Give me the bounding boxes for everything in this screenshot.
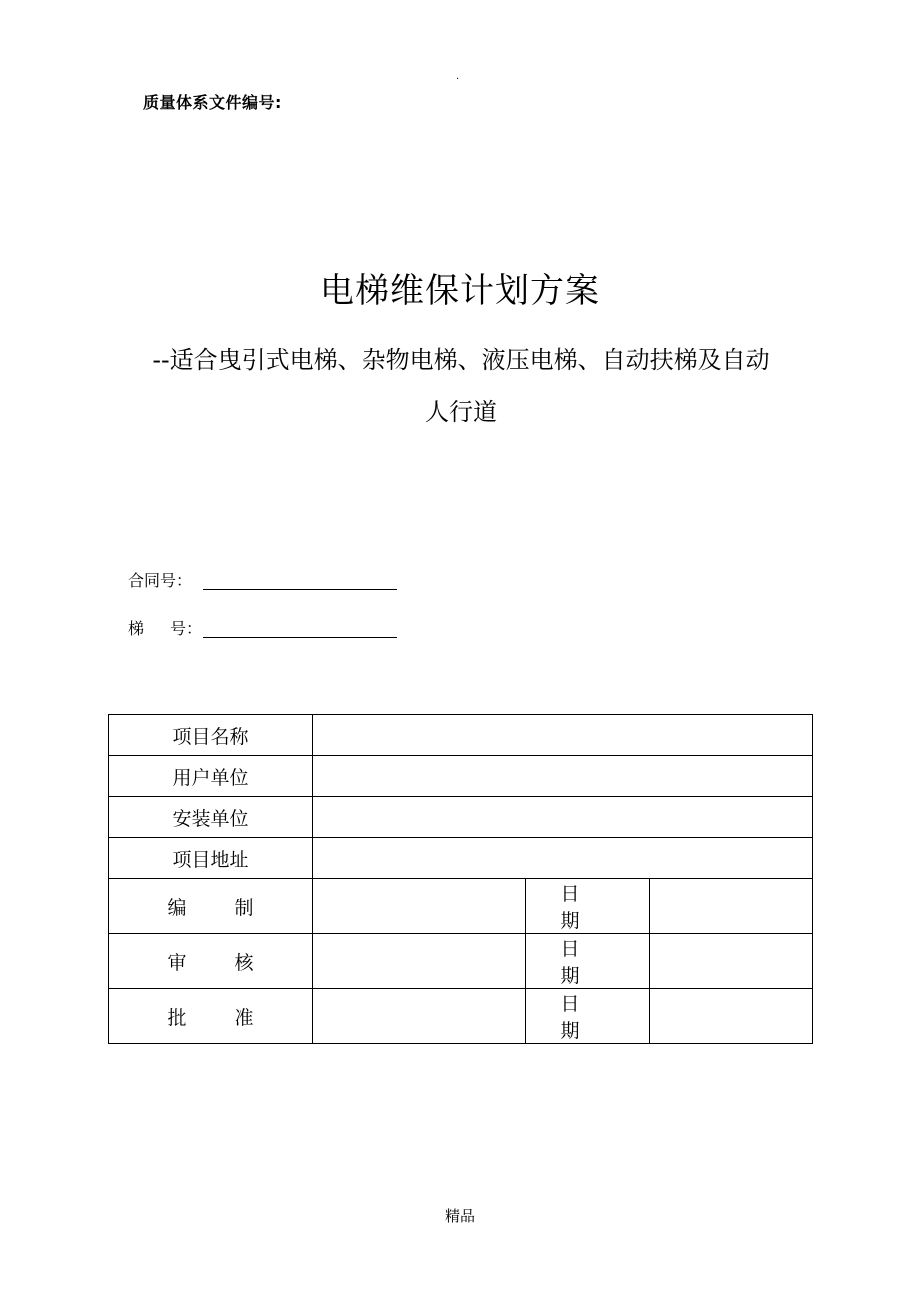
subtitle-line-2: 人行道 (425, 398, 497, 426)
reviewed-by-label: 审 核 (167, 951, 254, 974)
table-row (109, 756, 813, 797)
page-marker-dot: . (456, 71, 460, 82)
reviewed-by-value[interactable] (313, 934, 526, 989)
table-row (109, 838, 813, 879)
elevator-number-label (128, 618, 202, 640)
approved-date-label-cell (526, 989, 650, 1044)
quality-doc-number-label: 质量体系文件编号: (143, 93, 282, 112)
reviewed-date-label-cell (526, 934, 650, 989)
approved-date-value[interactable] (650, 989, 813, 1044)
prepared-date-label-cell (526, 879, 650, 934)
install-unit-value[interactable] (313, 797, 813, 838)
elevator-label-char-1: 梯 (128, 619, 145, 638)
contract-number-label: 合同号： (128, 571, 193, 590)
document-title: 电梯维保计划方案 (320, 271, 600, 311)
reviewed-date-value[interactable] (650, 934, 813, 989)
table-row (109, 797, 813, 838)
project-address-label: 项目地址 (109, 838, 313, 879)
prepared-date-value[interactable] (650, 879, 813, 934)
elevator-number-row (128, 618, 202, 640)
approved-by-label-cell (109, 989, 313, 1044)
elevator-label-char-2: 号： (170, 619, 203, 638)
page-footer: 精品 (444, 1207, 475, 1225)
prepared-by-label-cell (109, 879, 313, 934)
prepared-by-value[interactable] (313, 879, 526, 934)
table-row (109, 934, 813, 989)
table-row (109, 715, 813, 756)
prepared-date-label: 日 期 (560, 883, 599, 932)
approved-by-value[interactable] (313, 989, 526, 1044)
user-unit-label: 用户单位 (109, 756, 313, 797)
elevator-number-field[interactable] (203, 618, 397, 638)
user-unit-value[interactable] (313, 756, 813, 797)
project-name-value[interactable] (313, 715, 813, 756)
reviewed-date-label: 日 期 (560, 938, 599, 987)
subtitle-line-1: --适合曳引式电梯、杂物电梯、液压电梯、自动扶梯及自动 (152, 346, 770, 374)
contract-number-field[interactable] (203, 570, 397, 590)
prepared-by-label: 编 制 (167, 896, 254, 919)
contract-number-row (128, 570, 192, 592)
approved-by-label: 批 准 (167, 1006, 254, 1029)
document-subtitle (108, 334, 814, 438)
approved-date-label: 日 期 (560, 993, 599, 1042)
project-name-label: 项目名称 (109, 715, 313, 756)
project-address-value[interactable] (313, 838, 813, 879)
reviewed-by-label-cell (109, 934, 313, 989)
table-row (109, 989, 813, 1044)
install-unit-label: 安装单位 (109, 797, 313, 838)
table-row (109, 879, 813, 934)
project-info-table (108, 714, 813, 1044)
